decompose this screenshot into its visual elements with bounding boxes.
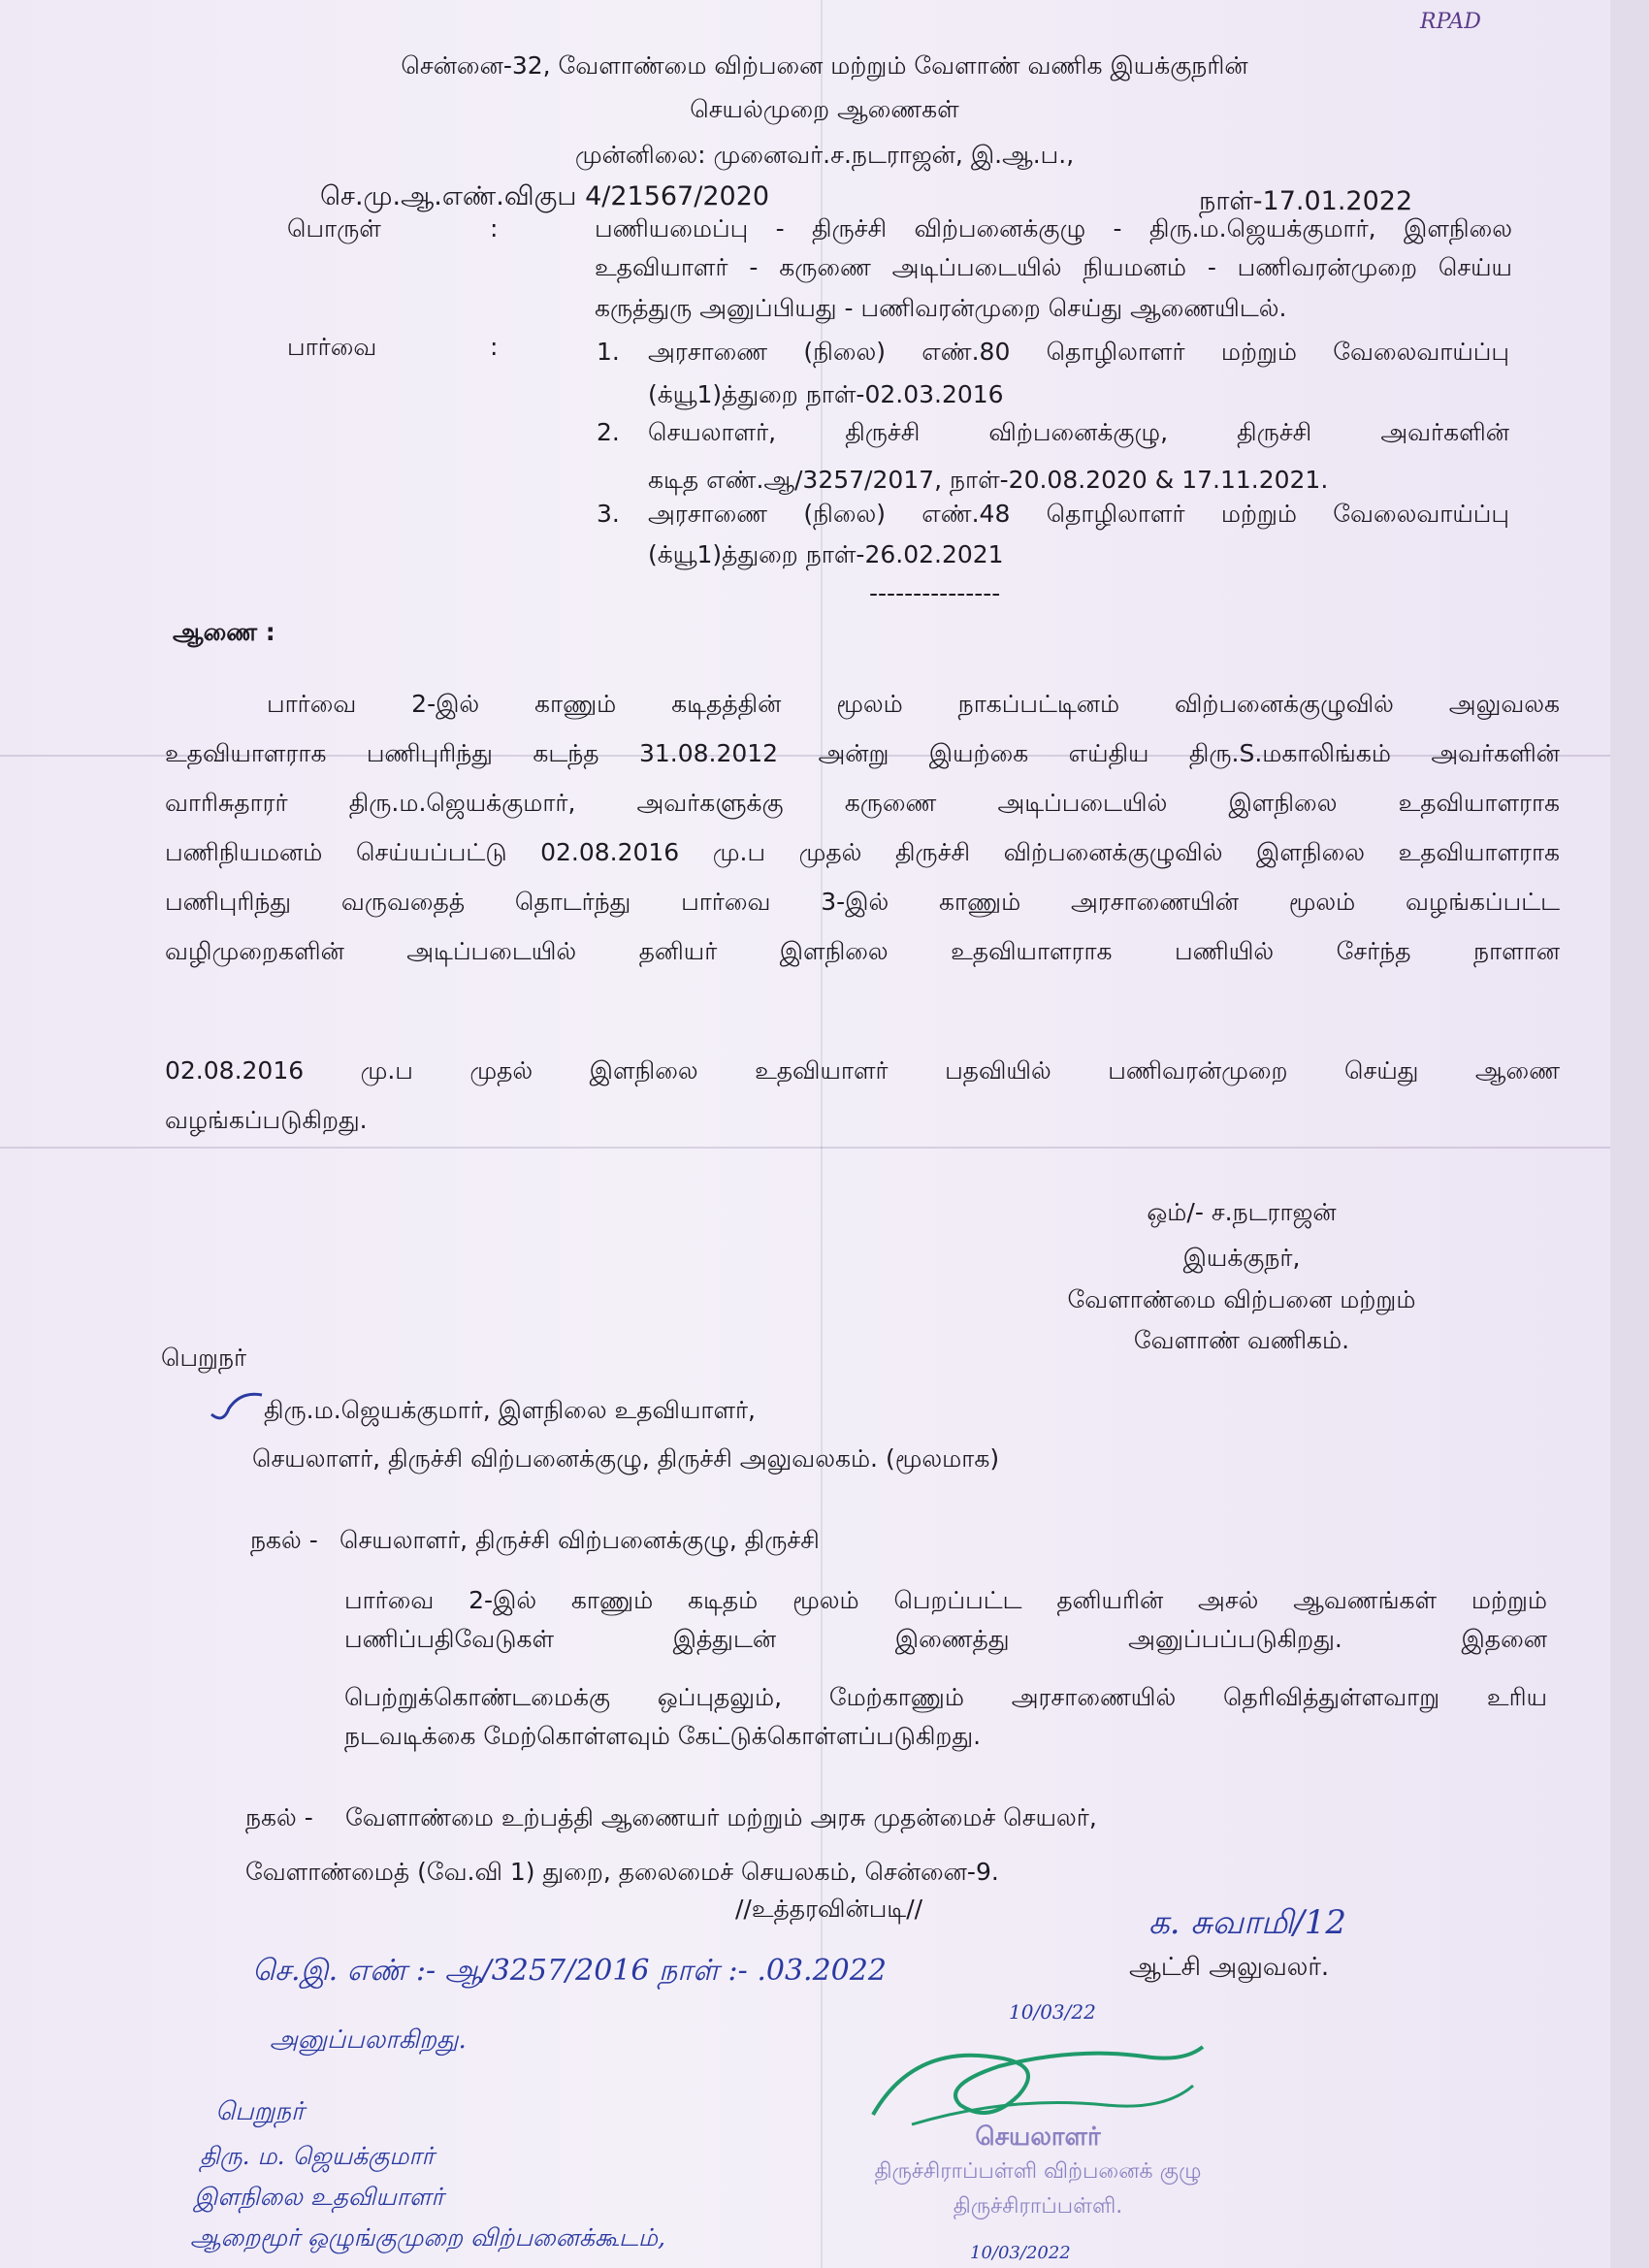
- header-presence: முன்னிலை: முனைவர்.ச.நடராஜன், இ.ஆ.ப.,: [574, 141, 1075, 169]
- reference-item-1-line1: அரசாணை (நிலை) எண்.80 தொழிலாளர் மற்றும் வேலைவாய்ப்பு: [648, 338, 1509, 366]
- references-colon: :: [490, 333, 499, 361]
- copy1-line: பெற்றுக்கொண்டமைக்கு ஒப்புதலும், மேற்காணும் அரசாணையில் தெரிவித்துள்ளவாறு உரிய: [344, 1683, 1547, 1711]
- subject-line: உதவியாளர் - கருணை அடிப்படையில் நியமனம் - பணிவரன்முறை செய்ய: [595, 253, 1512, 281]
- fold-line-horizontal: [0, 1147, 1610, 1149]
- order-line: 02.08.2016 மு.ப முதல் இளநிலை உதவியாளர் பதவியில் பணிவரன்முறை செய்து ஆணை: [165, 1056, 1560, 1085]
- handwritten-to-line3: ஆறைமூர் ஒழுங்குமுறை விற்பனைக்கூடம்,: [190, 2223, 665, 2252]
- reference-number-1: 1.: [597, 338, 620, 366]
- office-stamp: [824, 2120, 1251, 2224]
- copy1-line: பார்வை 2-இல் காணும் கடிதம் மூலம் பெறப்பட்ட தனியரின் அசல் ஆவணங்கள் மற்றும்: [344, 1586, 1547, 1614]
- stamp-line1: திருச்சிராப்பள்ளி விற்பனைக் குழு: [874, 2159, 1202, 2184]
- subject-colon: :: [490, 214, 499, 243]
- reference-item-3-line2: (க்யூ1)த்துறை நாள்-26.02.2021: [648, 540, 1004, 568]
- signature-department-2: வேளாண் வணிகம்.: [1133, 1326, 1350, 1354]
- signature-designation: இயக்குநர்,: [1182, 1244, 1301, 1272]
- officer-designation: ஆட்சி அலுவலர்.: [1129, 1953, 1330, 1982]
- copy1-line: பணிப்பதிவேடுகள் இத்துடன் இணைத்து அனுப்பப்படுகிறது. இதனை: [344, 1625, 1547, 1653]
- copy2-line2: வேளாண்மைத் (வே.வி 1) துறை, தலைமைச் செயலகம், சென்னை-9.: [245, 1858, 999, 1886]
- header-title-line1: சென்னை-32, வேளாண்மை விற்பனை மற்றும் வேளாண் வணிக இயக்குநரின்: [401, 51, 1248, 80]
- recipient-line2: செயலாளர், திருச்சி விற்பனைக்குழு, திருச்சி அலுவலகம். (மூலமாக): [252, 1444, 1000, 1473]
- scan-edge: [1610, 0, 1649, 2268]
- signature-name: ஒம்/- ச.நடராஜன்: [1147, 1198, 1337, 1226]
- by-order-line: //உத்தரவின்படி//: [735, 1895, 923, 1923]
- corner-mark: RPAD: [1420, 10, 1481, 34]
- copy1-label: நகல் -: [250, 1526, 318, 1554]
- header-title-line2: செயல்முறை ஆணைகள்: [690, 95, 959, 123]
- reference-item-2-line2: கடித எண்.ஆ/3257/2017, நாள்-20.08.2020 & 17.11.2021.: [648, 466, 1329, 494]
- reference-number-3: 3.: [597, 500, 620, 528]
- order-line: உதவியாளராக பணிபுரிந்து கடந்த 31.08.2012 அன்று இயற்கை எய்திய திரு.S.மகாலிங்கம் அவர்களின்: [165, 739, 1560, 767]
- order-line: பார்வை 2-இல் காணும் கடிதத்தின் மூலம் நாகப்பட்டினம் விற்பனைக்குழுவில் அலுவலக: [267, 690, 1560, 718]
- reference-item-3-line1: அரசாணை (நிலை) எண்.48 தொழிலாளர் மற்றும் வேலைவாய்ப்பு: [648, 500, 1509, 528]
- officer-handwritten-sign: க. சுவாமி/12: [1148, 1903, 1347, 1942]
- reference-item-1-line2: (க்யூ1)த்துறை நாள்-02.03.2016: [648, 380, 1004, 408]
- handwritten-seal-note: 10/03/2022: [970, 2243, 1071, 2263]
- reference-item-2-line1: செயலாளர், திருச்சி விற்பனைக்குழு, திருச்சி அவர்களின்: [648, 418, 1509, 446]
- recipient-label: பெறுநர்: [161, 1344, 247, 1372]
- handwritten-to-line1: திரு. ம. ஜெயக்குமார்: [200, 2142, 435, 2170]
- handwritten-to-label: பெறுநர்: [215, 2097, 305, 2126]
- reference-number-2: 2.: [597, 418, 620, 446]
- copy1-line: நடவடிக்கை மேற்கொள்ளவும் கேட்டுக்கொள்ளப்படுகிறது.: [344, 1722, 982, 1750]
- handwritten-forward-note: அனுப்பலாகிறது.: [270, 2025, 467, 2055]
- subject-label: பொருள்: [287, 214, 381, 243]
- order-line: வழங்கப்படுகிறது.: [165, 1106, 368, 1134]
- order-line: வாரிசுதாரர் திரு.ம.ஜெயக்குமார், அவர்களுக்கு கருணை அடிப்படையில் இளநிலை உதவியாளராக: [165, 789, 1560, 817]
- copy1-to: செயலாளர், திருச்சி விற்பனைக்குழு, திருச்சி: [340, 1526, 820, 1554]
- stamp-line2: திருச்சிராப்பள்ளி.: [953, 2194, 1123, 2219]
- subject-line: கருத்துரு அனுப்பியது - பணிவரன்முறை செய்து ஆணையிடல்.: [595, 294, 1287, 322]
- copy2-line1: வேளாண்மை உற்பத்தி ஆணையர் மற்றும் அரசு முதன்மைச் செயலர்,: [345, 1803, 1097, 1831]
- order-date: நாள்-17.01.2022: [1199, 186, 1413, 216]
- stamp-title: செயலாளர்: [975, 2122, 1101, 2152]
- order-line: வழிமுறைகளின் அடிப்படையில் தனியர் இளநிலை உதவியாளராக பணியில் சேர்ந்த நாளான: [165, 937, 1560, 965]
- handwritten-to-line2: இளநிலை உதவியாளர்: [194, 2183, 444, 2211]
- order-line: பணிநியமனம் செய்யப்பட்டு 02.08.2016 மு.ப முதல் திருச்சி விற்பனைக்குழுவில் இளநிலை உதவியாளராக: [165, 838, 1560, 866]
- tick-mark-icon: [208, 1385, 266, 1424]
- handwritten-seal-date: 10/03/22: [1009, 2000, 1096, 2024]
- subject-line: பணியமைப்பு - திருச்சி விற்பனைக்குழு - திரு.ம.ஜெயக்குமார், இளநிலை: [595, 214, 1512, 243]
- reference-separator: ---------------: [869, 579, 1001, 607]
- order-heading: ஆணை :: [173, 618, 275, 646]
- order-line: பணிபுரிந்து வருவதைத் தொடர்ந்து பார்வை 3-இல் காணும் அரசாணையின் மூலம் வழங்கப்பட்ட: [165, 888, 1560, 916]
- recipient-line1: திரு.ம.ஜெயக்குமார், இளநிலை உதவியாளர்,: [264, 1396, 757, 1424]
- references-label: பார்வை: [287, 333, 377, 361]
- handwritten-forward-ref: செ.இ. எண் :- ஆ/3257/2016 நாள் :- .03.2022: [252, 1954, 887, 1988]
- copy2-label: நகல் -: [245, 1803, 313, 1831]
- signature-department: வேளாண்மை விற்பனை மற்றும்: [1067, 1285, 1416, 1313]
- reference-number: செ.மு.ஆ.எண்.விகுப 4/21567/2020: [320, 181, 770, 211]
